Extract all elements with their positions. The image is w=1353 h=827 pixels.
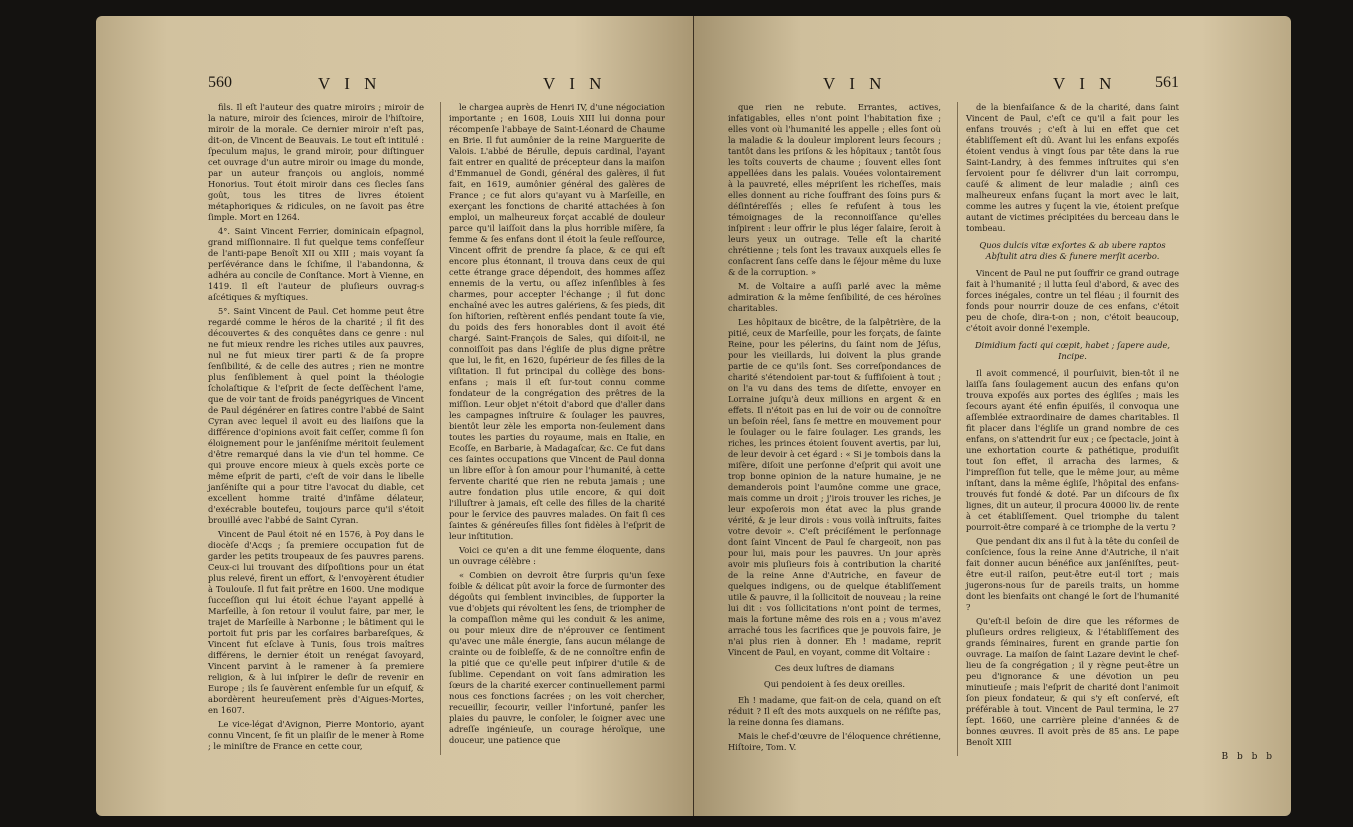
paragraph: fils. Il eſt l'auteur des quatre miroirs ; miroir de la nature, miroir des ſciences, miroir de l'hiſtoire, miroir de la morale. Ce dernier miroir n'eſt pas, dit-on, de Vincent de Beauvais. Le tout eſt intitulé : ſpeculum majus, le grand miroir, pour diſtinguer cet ouvrage d'un autre miroir ou image du monde, par un auteur françois ou anglois, nommé Honorius. Tout étoit miroir dans ces ſiecles ſans goût, tous les titres de livres étoient métaphoriques & ridicules, on ne ſavoit pas être ſimple. Mort en 1264. — [208, 102, 424, 222]
paragraph: Eh ! madame, que fait-on de cela, quand on eſt réduit ? Il eſt des mots auxquels on ne réſiſte pas, la reine donna ſes diamans. — [728, 695, 941, 727]
paragraph: Les hôpitaux de bicêtre, de la ſalpêtrière, de la pitié, ceux de Marſeille, pour les forçats, de ſainte Reine, pour les pélerins, du ſaint nom de Jéſus, pour les vieillards, lui doivent la plus grande partie de ce qu'ils ſont. Ses correſpondances de charité s'étendoient par-tout & ſuffiſoient à tout ; on l'a vu dans des tems de diſette, envoyer en Lorraine juſqu'à deux millions en argent & en effets. Il n'étoit pas en lui de voir ou de connoître un beſoin réel, ſans ſe mettre en mouvement pour le ſoulager ou le faire ſoulager. Les grands, les riches, les princes étoient ſouvent avertis, par lui, de leur devoir à cet égard : « Si je tombois dans la miſère, diſoit une perſonne d'eſprit qui avoit une trop bonne opinion de la nature humaine, je ne demanderois point l'aumône comme une grace, mais comme un droit ; j'irois trouver les riches, je leur expoſerois mon état avec la plus grande vérité, & je leur dirois : vous voilà inſtruits, faites votre devoir ». C'eſt préciſément le perſonnage dont ſaint Vincent de Paul ſe chargeoit, non pas pour lui, mais pour les pauvres. Un jour après avoir mis pluſieurs fois à contribution la charité de la reine Anne d'Autriche, en faveur de quelques indigens, ou de quelque établiſſement utile & pauvre, il la ſollicitoit de nouveau ; la reine lui dit : vos ſollicitations n'ont point de termes, mais la fortune même des rois en a ; vous m'avez arraché tous les ſacrifices que je pouvois faire, je n'ai plus rien à donner. Eh ! madame, reprit Vincent de Paul, en voyant, comme dit Voltaire : — [728, 317, 941, 657]
right-page — [694, 16, 1291, 816]
paragraph: Vincent de Paul ne put ſouffrir ce grand outrage fait à l'humanité ; il lutta ſeul d'abord, & avec des forces inégales, contre un tel fléau ; il fournit des fonds pour nourrir douze de ces enfans, c'étoit peu de choſe, dira-t-on ; non, c'étoit beaucoup, c'étoit avoir donné l'exemple. — [966, 268, 1179, 333]
right-page-number: 561 — [1155, 74, 1179, 91]
left-head-word-2: V I N — [543, 74, 607, 93]
paragraph: Voici ce qu'en a dit une femme éloquente, dans un ouvrage célèbre : — [449, 545, 665, 566]
paragraph: Mais le chef-d'œuvre de l'éloquence chrétienne, Hiſtoire, Tom. V. — [728, 731, 941, 752]
paragraph: 5°. Saint Vincent de Paul. Cet homme peut être regardé comme le héros de la charité ; il fit des découvertes & des conquêtes dans ce genre : nul ne fut mieux rendre les riches utiles aux pauvres, nul ne fut mieux tirer parti & de ſa propre ſenſibilité, & de celle des autres ; rien ne montre plus ſenſiblement à quel point la théologie ſcholaſtique & l'eſprit de ſecte deſſèchent l'ame, que de voir tant de froids panégyriques de Vincent de Paul dégénérer en ſatires contre l'abbé de Saint Cyran avec lequel il avoit eu des liaiſons que la différence d'opinions avoit fait ceſſer, comme ſi ſon éloignement pour le janſéniſme méritoit ſeulement d'être remarqué dans la vie d'un tel homme. Ce qui prouve encore mieux à quels excès porte ce même eſprit de parti, c'eſt de voir dans le libelle janſéniſte qui a pour titre l'avocat du diable, cet excellent homme traité d'infâme délateur, d'exécrable boutefeu, toujours parce qu'il s'étoit brouillé avec l'abbé de Saint Cyran. — [208, 306, 424, 525]
paragraph: M. de Voltaire a auſſi parlé avec la même admiration & la même ſenſibilité, de ces héroïnes charitables. — [728, 281, 941, 313]
right-column-2 — [957, 102, 1179, 756]
right-head-word-2: V I N — [1053, 74, 1117, 93]
paragraph: de la bienfaiſance & de la charité, dans ſaint Vincent de Paul, c'eſt ce qu'il a fait pour les enfans trouvés ; c'eſt à lui en effet que cet établiſſement eſt dû. Avant lui les enfans expoſés étoient vendus à vingt ſous par tête dans la rue Saint-Landry, à des femmes inſtruites qui s'en ſervoient pour ſe délivrer d'un lait corrompu, cauſé & aliment de leur maladie ; ainſi ces malheureux enfans ſuçant la mort avec le lait, comme les autres y ſuçent la vie, étoient preſque autant de victimes précipitées du berceau dans le tombeau. — [966, 102, 1179, 233]
right-column-1 — [728, 102, 941, 756]
left-column-1 — [208, 102, 424, 755]
left-columns — [208, 102, 665, 755]
right-running-head — [728, 74, 1179, 94]
right-head-word-1: V I N — [823, 74, 887, 93]
left-running-head — [208, 74, 665, 94]
paragraph: 4°. Saint Vincent Ferrier, dominicain eſpagnol, grand miſſionnaire. Il fut quelque tems confeſſeur de l'anti-pape Benoît XII ou XIII ; mais voyant ſa perſévérance dans le ſchiſme, il l'abandonna, & adhéra au concile de Conſtance. Mort à Vienne, en 1419. Il eſt l'auteur de pluſieurs ouvrag-s aſcétiques & myſtiques. — [208, 226, 424, 302]
verse-line: Qui pendoient à ſes deux oreilles. — [763, 679, 906, 689]
paragraph: Le vice-légat d'Avignon, Pierre Montorio, ayant connu Vincent, ſe fit un plaiſir de le mener à Rome ; le miniſtre de France en cette cour, — [208, 719, 424, 751]
left-column-2 — [440, 102, 665, 755]
paragraph: Vincent de Paul étoit né en 1576, à Poy dans le diocèſe d'Acqs ; ſa premiere occupation fut de garder les petits troupeaux de ſes pauvres parens. Ceux-ci lui trouvant des diſpoſitions pour un état plus relevé, firent un effort, & l'envoyèrent étudier à Toulouſe. Il fut fait prêtre en 1600. Une modique ſucceſſion qui lui étoit échue l'ayant appellé à Marſeille, à ſon retour il voulut faire, par mer, le trajet de Marſeille à Narbonne ; le bâtiment qui le portoit fut pris par les corſaires barbareſques, & Vincent fut eſclave à Tunis, ſous trois maîtres différens, le dernier étoit un renégat ſavoyard, Vincent parvint à le ramener à ſa premiere religion, & à lui inſpirer le deſir de revenir en Europe ; ils ſe ſauvèrent enſemble ſur un eſquif, & abordèrent heureuſement près d'Aigues-Mortes, en 1607. — [208, 529, 424, 715]
paragraph: Qu'eſt-il beſoin de dire que les réformes de pluſieurs ordres religieux, & l'établiſſement des grands ſéminaires, furent en grande partie ſon ouvrage. La maiſon de ſaint Lazare devint le chef-lieu de ſa congrégation ; il y règne peut-être un peu d'ignorance & une dévotion un peu minutieuſe ; mais l'eſprit de charité dont l'animoit ſon pieux fondateur, & qui s'y eſt conſervé, eſt préférable à tout. Vincent de Paul termina, le 27 ſept. 1660, une carrière pleine d'années & de bonnes œuvres. Il avoit près de 85 ans. Le pape Benoît XIII — [966, 616, 1179, 747]
verse-line: Ces deux luſtres de diamans — [774, 663, 895, 673]
left-page — [96, 16, 693, 816]
left-head-word-1: V I N — [318, 74, 382, 93]
paragraph: le chargea auprès de Henri IV, d'une négociation importante ; en 1608, Louis XIII lui donna pour récompenſe l'abbaye de Saint-Léonard de Chaume en Brie. Il fut aumônier de la reine Marguerite de Valois. L'abbé de Bérulle, depuis cardinal, l'ayant fait entrer en qualité de précepteur dans la maiſon d'Emmanuel de Gondi, général des galères, il fut fait, en 1619, aumônier général des galères de France ; ce fut alors qu'ayant vu à Marſeille, en exerçant les fonctions de charité attachées à ſon emploi, un malheureux forçat accablé de douleur parce qu'il laiſſoit dans la plus horrible miſère, ſa femme & ſes enfans dont il étoit la ſeule reſſource, Vincent offrit de prendre ſa place, & ce qui eſt encore plus étonnant, il trouva dans ceux de qui cette étrange grace dépendoit, des hommes aſſez ennemis de la vertu, ou aſſez inſenſibles à ſes charmes, pour accepter l'échange ; il fut donc enchaîné avec les autres galériens, & ſes pieds, dit ſon hiſtorien, reſtèrent enflés pendant toute ſa vie, du poids des fers honorables dont il avoit été chargé. Saint-François de Sales, qui diſoit-il, ne connoiſſoit pas dans l'égliſe de plus digne prêtre que lui, le fit, en 1620, ſupérieur de ſes filles de la viſitation. Il fut principal du collège des bons-enfans ; mais il eſt ſur-tout connu comme fondateur de la congrégation des prêtres de la miſſion. Leur objet n'étoit d'abord que d'aller dans les campagnes inſtruire & ſoulager les pauvres, bientôt leur zèle les emporta non-ſeulement dans toutes les parties du royaume, mais en Italie, en Ecoſſe, en Barbarie, à Madagaſcar, &c. Ce fut dans ces ſaintes occupations que Vincent de Paul donna un libre eſſor à ſon amour pour l'humanité, à cette fervente charité que rien ne rebuta jamais ; une autre fondation plus utile encore, & qui doit l'illuſtrer à jamais, eſt celle des filles de la charité pour le ſervice des pauvres malades. On fait ſi ces ſaintes & généreuſes filles ſont fidèles à l'eſprit de leur inſtitution. — [449, 102, 665, 541]
paragraph: « Combien on devroit être ſurpris qu'un ſexe foible & délicat pût avoir la force de ſurmonter des dégoûts qui ſemblent invincibles, de ſupporter la vue d'objets qui révoltent les ſens, de triompher de la compaſſion même qui les conduit & les anime, ou pour mieux dire de n'éprouver ce ſentiment qu'avec une mâle énergie, ſans aucun mélange de crainte ou de foibleſſe, & de ne connoître enfin de la pitié que ce qu'elle peut inſpirer d'utile & de ſublime. Cependant on voit ſans admiration les ſœurs de la charité exercer continuellement parmi nous ces fonctions ſacrées ; on les voit chercher, recueillir, ſecourir, veiller l'infortuné, panſer les plaies du pauvre, le conſoler, le ſoigner avec une adreſſe ingénieuſe, un courage héroïque, une douceur, une patience que — [449, 570, 665, 745]
latin-quote: Quos dulcis vitæ exſortes & ab ubere raptos Abſtulit atra dies & funere merſit acerbo. — [979, 240, 1166, 261]
paragraph: que rien ne rebute. Errantes, actives, infatigables, elles n'ont point l'habitation fixe ; elles vont où l'humanité les appelle ; elles ſont où la maladie & la douleur implorent leurs ſecours ; tantôt dans les priſons & les hôpitaux ; tantôt ſous les toîts couverts de chaume ; ſouvent elles ſont appellées dans les palais. Vouées volontairement à la pauvreté, elles mépriſent les richeſſes, mais elles donnent au riche ſouffrant des ſoins purs & déſintéreſſés ; elles ſe refuſent à tous les témoignages de la reconnoiſſance qu'elles inſpirent : leur offrir le plus léger ſalaire, ſeroit à leurs yeux un outrage. Telle eſt la charité chrétienne ; tels ſont les travaux auxquels elles ſe conſacrent ſans ceſſe dans le ſéjour même du luxe & de la corruption. » — [728, 102, 941, 277]
left-page-number: 560 — [208, 74, 232, 91]
latin-quote: Dimidium facti qui cœpit, habet ; ſapere aude, Incipe. — [974, 340, 1171, 361]
paragraph: Que pendant dix ans il fut à la tête du conſeil de conſcience, ſous la reine Anne d'Autriche, il n'ait fait donner aucun bénéfice aux janſéniſtes, peut-être eut-il raiſon, peut-être eut-il tort ; mais jugerons-nous ſur de pareils traits, un homme dont les bienfaits ont changé le ſort de l'humanité ? — [966, 536, 1179, 612]
right-columns — [728, 102, 1179, 756]
book-spread — [96, 16, 1291, 816]
paragraph: Il avoit commencé, il pourſuivit, bien-tôt il ne laiſſa ſans ſoulagement aucun des enfans qu'on trouva expoſés aux portes des égliſes ; mais les ſecours ayant été enfin épuiſés, il convoqua une aſſemblée extraordinaire de dames charitables. Il fit placer dans l'égliſe un grand nombre de ces enfans, on s'attendrit ſur eux ; ce ſpectacle, joint à une exhortation courte & pathétique, produiſit tout ſon effet, il arracha des larmes, & l'impreſſion fut telle, que le même jour, au même inſtant, dans la même égliſe, l'hôpital des enfans-trouvés fut fondé & doté. Par un diſcours de ſix lignes, dit un auteur, il procura 40000 liv. de rente à cet établiſſement. Quel triomphe du talent pourroit-être comparé à ce triomphe de la vertu ? — [966, 368, 1179, 532]
signature-mark: B b b b — [1221, 752, 1275, 762]
